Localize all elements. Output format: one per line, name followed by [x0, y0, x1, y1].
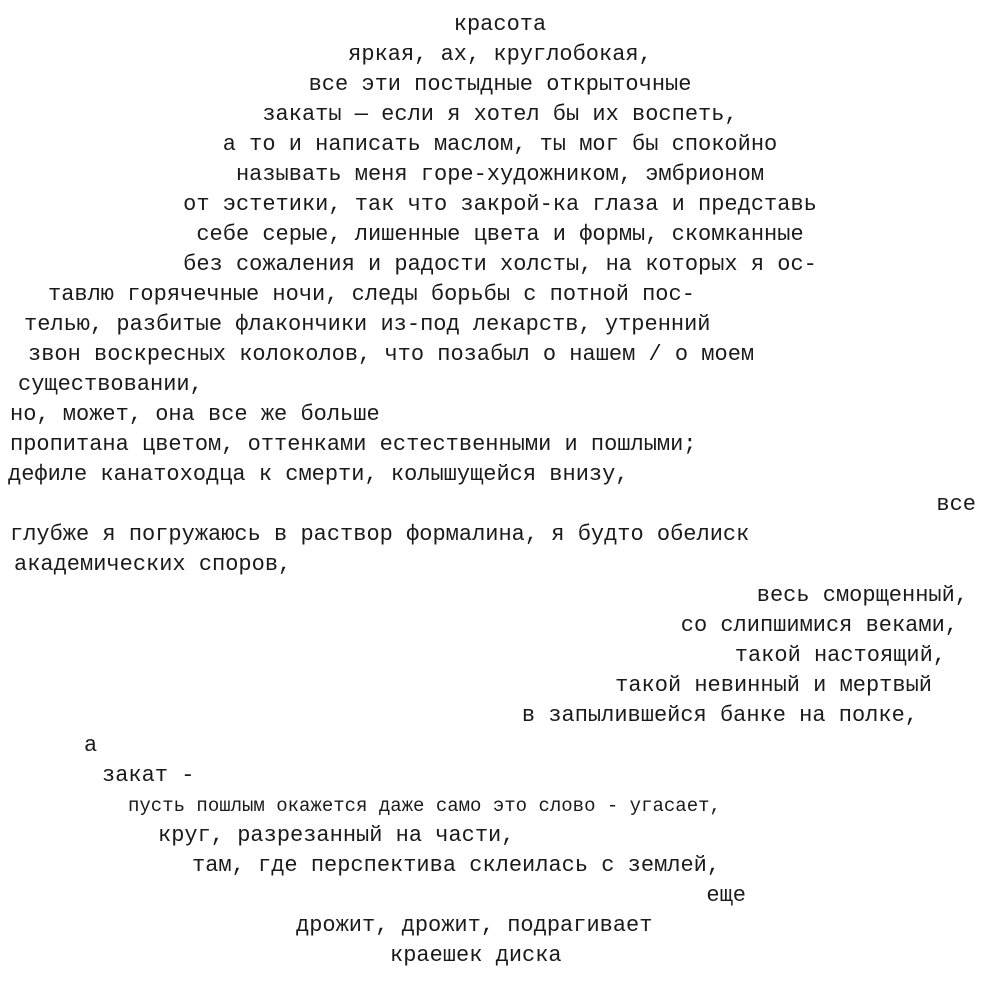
- poem-line-11: телью, разбитые флакончики из-под лекарств, утренний: [24, 312, 711, 337]
- poem-line-13: существовании,: [18, 372, 203, 397]
- poem-line-24: в запылившейся банке на полке,: [521, 703, 918, 728]
- poem-line-31: дрожит, дрожит, подрагивает: [296, 913, 653, 938]
- poem-line-22: такой настоящий,: [734, 643, 946, 668]
- poem-line-3: все эти постыдные открыточные: [308, 72, 692, 97]
- poem-line-23: такой невинный и мертвый: [615, 673, 932, 698]
- poem-line-20: весь сморщенный,: [756, 583, 968, 608]
- poem-line-26: закат -: [102, 763, 195, 788]
- poem-line-18: глубже я погружаюсь в раствор формалина, я будто обелиск: [10, 522, 750, 547]
- poem-line-28: круг, разрезанный на части,: [158, 823, 515, 848]
- poem-line-9: без сожаления и радости холсты, на которых я ос-: [183, 252, 817, 277]
- poem-line-15: пропитана цветом, оттенками естественными и пошлыми;: [10, 432, 697, 457]
- poem-line-7: от эстетики, так что закрой-ка глаза и представь: [183, 192, 817, 217]
- poem-line-27: пусть пошлым окажется даже само это слово - угасает,: [128, 795, 721, 817]
- poem-line-14: но, может, она все же больше: [10, 402, 380, 427]
- poem-line-8: себе серые, лишенные цвета и формы, скомканные: [196, 222, 804, 247]
- poem-line-12: звон воскресных колоколов, что позабыл о нашем / о моем: [28, 342, 755, 367]
- poem-line-30: еще: [706, 883, 746, 908]
- poem-line-1: красота: [453, 12, 547, 37]
- poem-line-10: тавлю горячечные ночи, следы борьбы с потной пос-: [48, 282, 695, 307]
- poem-line-6: называть меня горе-художником, эмбрионом: [235, 162, 765, 187]
- poem-line-4: закаты — если я хотел бы их воспеть,: [262, 102, 738, 127]
- poem-line-32: краешек диска: [390, 943, 562, 968]
- poem-line-21: со слипшимися веками,: [680, 613, 958, 638]
- poem-line-25: а: [84, 733, 98, 758]
- poem-line-29: там, где перспектива склеилась с землей,: [192, 853, 721, 878]
- poem-line-2: яркая, ах, круглобокая,: [348, 42, 652, 67]
- poem-line-17: все: [936, 492, 976, 517]
- poem-line-5: а то и написать маслом, ты мог бы спокойно: [222, 132, 778, 157]
- poem-line-16: дефиле канатоходца к смерти, колышущейся внизу,: [8, 462, 629, 487]
- poem-line-19: академических споров,: [14, 552, 292, 577]
